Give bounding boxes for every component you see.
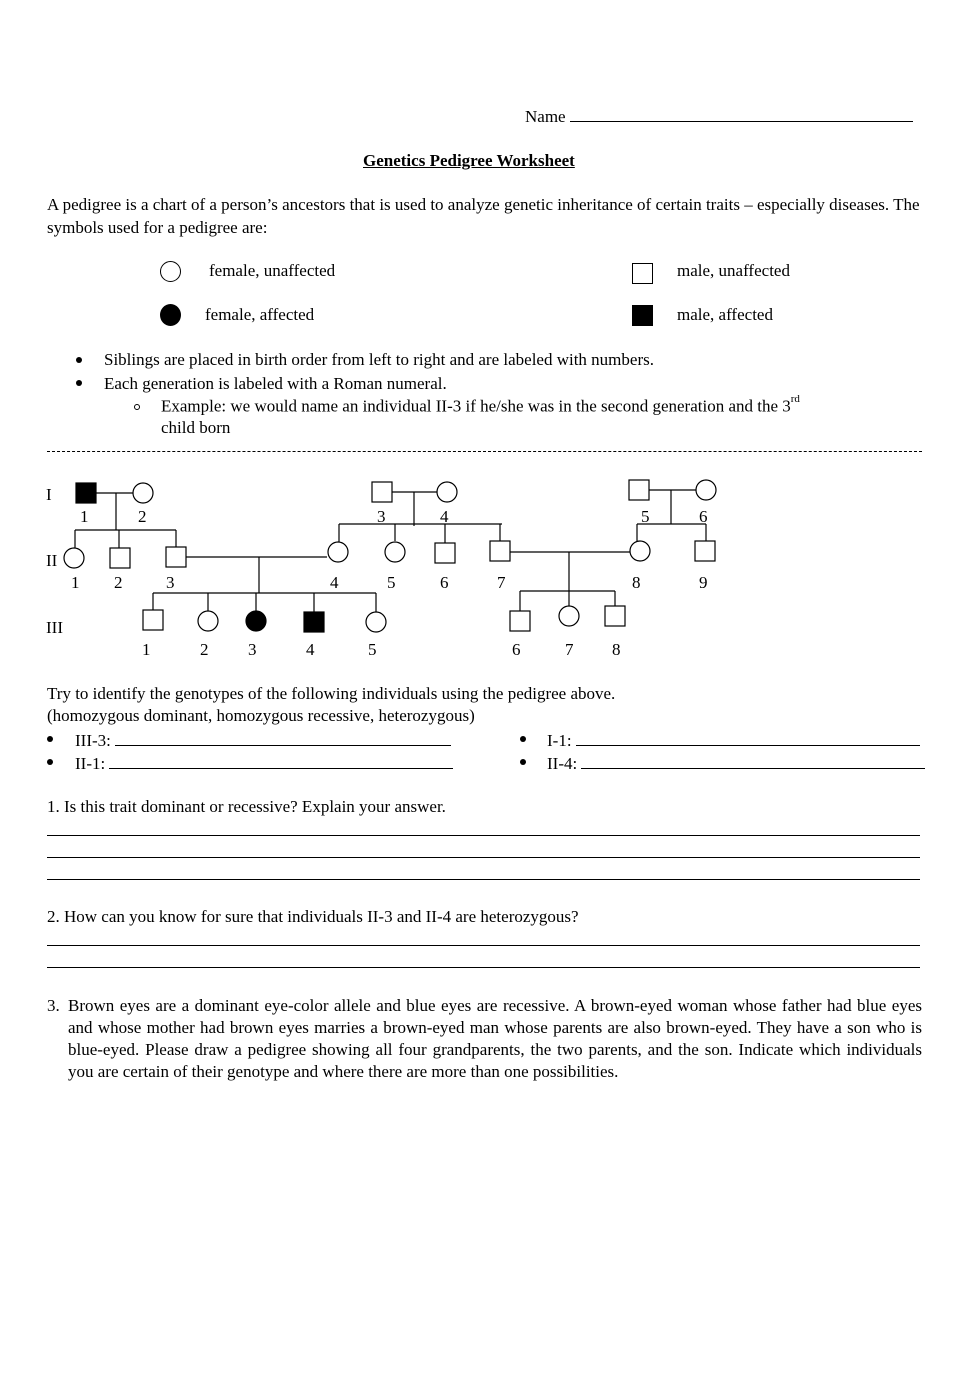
label-III-8: 8 [612,640,621,659]
label-III-2: 2 [200,640,209,659]
individual-III-6 [510,611,530,631]
bullet-icon [76,357,82,363]
genotype-label: III-3: [75,731,111,750]
answer-line-q2-2[interactable] [47,967,920,968]
individual-II-5 [385,542,405,562]
individual-II-3 [166,547,186,567]
name-field-row [525,107,913,125]
rule-generations: Each generation is labeled with a Roman numeral. [104,374,447,393]
question-2: 2. How can you know for sure that individuals II-3 and II-4 are heterozygous? [47,907,579,926]
individual-II-6 [435,543,455,563]
answer-line-q2-1[interactable] [47,945,920,946]
label-II-7: 7 [497,573,506,592]
genotype-item-II-1 [75,754,453,772]
rule-example-continued: child born [161,418,231,437]
male-affected-icon [632,305,653,326]
individual-III-8 [605,606,625,626]
label-I-1: 1 [80,507,89,526]
name-label: Name [525,107,566,126]
legend-male-affected: male, affected [677,305,773,324]
individual-III-1 [143,610,163,630]
label-II-5: 5 [387,573,396,592]
bullet-icon [76,380,82,386]
genotype-item-I-1 [547,731,920,749]
legend-female-unaffected: female, unaffected [209,261,336,280]
label-III-7: 7 [565,640,574,659]
bullet-icon [520,759,526,765]
individual-I-4 [437,482,457,502]
individual-I-6 [696,480,716,500]
label-II-9: 9 [699,573,708,592]
label-II-6: 6 [440,573,449,592]
label-I-4: 4 [440,507,449,526]
bullet-icon [47,736,53,742]
genotype-label: I-1: [547,731,572,750]
individual-I-1 [76,483,96,503]
genotype-answer-II-1[interactable] [109,754,453,769]
generation-label-III: III [46,618,63,637]
answer-line-q1-2[interactable] [47,857,920,858]
genotype-item-III-3 [75,731,451,749]
individual-I-5 [629,480,649,500]
label-II-4: 4 [330,573,339,592]
label-III-1: 1 [142,640,151,659]
label-II-8: 8 [632,573,641,592]
genotype-label: II-4: [547,754,578,773]
question-3-text: Brown eyes are a dominant eye-color allele and blue eyes are recessive. A brown-eyed woman whose father had blue eyes and whose mother had brown eyes marries a brown-eyed man whose parents are also brown-eyed. They have a son who is blue-eyed. Please draw a pedigree showing all four grandparents, the two parents, and the son. Indicate which individuals you are certain of their genotype and where there are more than one possibilities. [68,996,922,1081]
label-III-4: 4 [306,640,315,659]
genotype-answer-I-1[interactable] [576,731,920,746]
individual-II-2 [110,548,130,568]
bullet-icon [520,736,526,742]
individual-II-9 [695,541,715,561]
genotype-answer-II-4[interactable] [581,754,925,769]
female-affected-icon [160,304,181,326]
individual-III-7 [559,606,579,626]
answer-line-q1-1[interactable] [47,835,920,836]
question-3 [47,995,922,1083]
label-I-6: 6 [699,507,708,526]
bullet-icon [47,759,53,765]
genotype-instruction: Try to identify the genotypes of the following individuals using the pedigree above. [47,684,616,703]
individual-II-7 [490,541,510,561]
label-II-2: 2 [114,573,123,592]
section-divider [47,451,922,452]
label-I-3: 3 [377,507,386,526]
label-I-2: 2 [138,507,147,526]
rule-example [161,393,800,416]
label-II-3: 3 [166,573,175,592]
page-title: Genetics Pedigree Worksheet [363,151,575,170]
generation-label-I: I [46,485,52,504]
genotype-label: II-1: [75,754,106,773]
name-input-line[interactable] [570,107,913,122]
individual-III-5 [366,612,386,632]
individual-I-2 [133,483,153,503]
genotype-answer-III-3[interactable] [115,731,451,746]
generation-label-II: II [46,551,58,570]
answer-line-q1-3[interactable] [47,879,920,880]
question-1: 1. Is this trait dominant or recessive? Explain your answer. [47,797,446,816]
label-II-1: 1 [71,573,80,592]
individual-I-3 [372,482,392,502]
legend-female-affected: female, affected [205,305,315,324]
female-unaffected-icon [160,261,181,282]
individual-III-3 [246,611,266,631]
label-III-6: 6 [512,640,521,659]
individual-III-2 [198,611,218,631]
intro-paragraph: A pedigree is a chart of a person’s ancestors that is used to analyze genetic inheritance of certain traits – especially diseases. The symbols used for a pedigree are: [47,195,920,237]
label-I-5: 5 [641,507,650,526]
individual-III-4 [304,612,324,632]
rule-example-superscript: rd [790,393,800,405]
legend-male-unaffected: male, unaffected [677,261,790,280]
label-III-5: 5 [368,640,377,659]
rule-siblings: Siblings are placed in birth order from left to right and are labeled with numbers. [104,350,654,369]
individual-II-4 [328,542,348,562]
genotype-item-II-4 [547,754,925,772]
question-3-number: 3. [47,996,60,1015]
rule-example-text: Example: we would name an individual II-3 if he/she was in the second generation and the 3 [161,396,791,416]
male-unaffected-icon [632,263,653,284]
genotype-options: (homozygous dominant, homozygous recessive, heterozygous) [47,706,475,725]
sub-bullet-icon [134,404,140,410]
individual-II-8 [630,541,650,561]
label-III-3: 3 [248,640,257,659]
individual-II-1 [64,548,84,568]
